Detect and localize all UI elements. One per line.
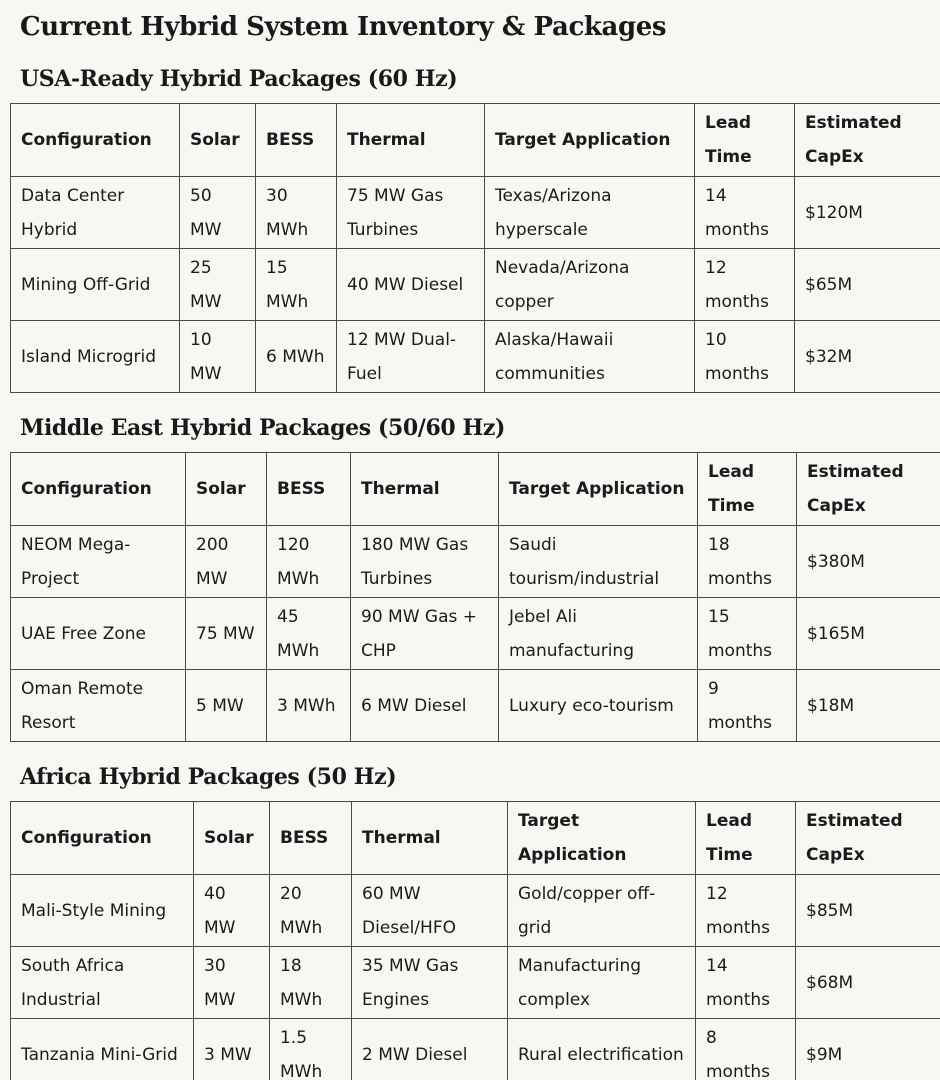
cell-target-application: Nevada/Arizona copper: [485, 249, 695, 321]
table-row: [11, 670, 940, 742]
col-header-thermal: Thermal: [351, 453, 499, 526]
cell-estimated-capex: $165M: [797, 598, 940, 670]
cell-configuration: UAE Free Zone: [11, 598, 186, 670]
cell-target-application: Jebel Ali manufacturing: [499, 598, 698, 670]
cell-solar: 50 MW: [180, 177, 256, 249]
usa-packages-table: [10, 103, 940, 393]
cell-bess: 30 MWh: [256, 177, 337, 249]
cell-target-application: Manufacturing complex: [508, 947, 696, 1019]
cell-estimated-capex: $85M: [796, 875, 940, 947]
cell-thermal: 2 MW Diesel: [352, 1019, 508, 1080]
cell-lead-time: 12 months: [695, 249, 795, 321]
cell-configuration: Oman Remote Resort: [11, 670, 186, 742]
cell-configuration: Data Center Hybrid: [11, 177, 180, 249]
col-header-configuration: Configuration: [11, 453, 186, 526]
cell-lead-time: 18 months: [698, 526, 797, 598]
col-header-target-application: Target Application: [499, 453, 698, 526]
col-header-solar: Solar: [180, 104, 256, 177]
col-header-configuration: Configuration: [11, 104, 180, 177]
cell-bess: 20 MWh: [270, 875, 352, 947]
table-row: [11, 526, 940, 598]
cell-configuration: NEOM Mega-Project: [11, 526, 186, 598]
cell-thermal: 60 MW Diesel/HFO: [352, 875, 508, 947]
cell-lead-time: 12 months: [696, 875, 796, 947]
table-header-row: [11, 802, 940, 875]
table-row: [11, 947, 940, 1019]
cell-target-application: Luxury eco-tourism: [499, 670, 698, 742]
cell-target-application: Saudi tourism/industrial: [499, 526, 698, 598]
cell-lead-time: 15 months: [698, 598, 797, 670]
cell-solar: 200 MW: [186, 526, 267, 598]
table-row: [11, 177, 940, 249]
cell-estimated-capex: $120M: [795, 177, 940, 249]
cell-bess: 120 MWh: [267, 526, 351, 598]
col-header-configuration: Configuration: [11, 802, 194, 875]
table-row: [11, 321, 940, 393]
col-header-estimated-capex: Estimated CapEx: [797, 453, 940, 526]
col-header-lead-time: Lead Time: [698, 453, 797, 526]
cell-configuration: Tanzania Mini-Grid: [11, 1019, 194, 1080]
cell-bess: 3 MWh: [267, 670, 351, 742]
cell-configuration: Mali-Style Mining: [11, 875, 194, 947]
table-row: [11, 1019, 940, 1080]
col-header-target-application: Target Application: [485, 104, 695, 177]
cell-solar: 75 MW: [186, 598, 267, 670]
cell-bess: 15 MWh: [256, 249, 337, 321]
cell-target-application: Alaska/Hawaii communities: [485, 321, 695, 393]
cell-solar: 3 MW: [194, 1019, 270, 1080]
africa-packages-table: [10, 801, 940, 1080]
cell-configuration: Mining Off-Grid: [11, 249, 180, 321]
cell-lead-time: 14 months: [696, 947, 796, 1019]
cell-lead-time: 14 months: [695, 177, 795, 249]
cell-configuration: Island Microgrid: [11, 321, 180, 393]
cell-solar: 30 MW: [194, 947, 270, 1019]
cell-solar: 5 MW: [186, 670, 267, 742]
col-header-solar: Solar: [186, 453, 267, 526]
cell-target-application: Texas/Arizona hyperscale: [485, 177, 695, 249]
cell-bess: 1.5 MWh: [270, 1019, 352, 1080]
table-row: [11, 249, 940, 321]
cell-thermal: 35 MW Gas Engines: [352, 947, 508, 1019]
cell-configuration: South Africa Industrial: [11, 947, 194, 1019]
col-header-lead-time: Lead Time: [696, 802, 796, 875]
col-header-bess: BESS: [256, 104, 337, 177]
col-header-thermal: Thermal: [337, 104, 485, 177]
col-header-estimated-capex: Estimated CapEx: [795, 104, 940, 177]
cell-thermal: 6 MW Diesel: [351, 670, 499, 742]
cell-estimated-capex: $65M: [795, 249, 940, 321]
col-header-target-application: Target Application: [508, 802, 696, 875]
cell-estimated-capex: $9M: [796, 1019, 940, 1080]
col-header-solar: Solar: [194, 802, 270, 875]
africa-section-heading: Africa Hybrid Packages (50 Hz): [20, 764, 397, 790]
cell-bess: 45 MWh: [267, 598, 351, 670]
cell-lead-time: 8 months: [696, 1019, 796, 1080]
cell-lead-time: 10 months: [695, 321, 795, 393]
cell-estimated-capex: $32M: [795, 321, 940, 393]
cell-thermal: 90 MW Gas + CHP: [351, 598, 499, 670]
cell-thermal: 40 MW Diesel: [337, 249, 485, 321]
cell-lead-time: 9 months: [698, 670, 797, 742]
cell-solar: 10 MW: [180, 321, 256, 393]
col-header-estimated-capex: Estimated CapEx: [796, 802, 940, 875]
cell-estimated-capex: $68M: [796, 947, 940, 1019]
col-header-lead-time: Lead Time: [695, 104, 795, 177]
col-header-bess: BESS: [270, 802, 352, 875]
table-row: [11, 598, 940, 670]
cell-thermal: 75 MW Gas Turbines: [337, 177, 485, 249]
cell-target-application: Rural electrification: [508, 1019, 696, 1080]
usa-section-heading: USA-Ready Hybrid Packages (60 Hz): [20, 66, 458, 92]
cell-solar: 40 MW: [194, 875, 270, 947]
cell-target-application: Gold/copper off-grid: [508, 875, 696, 947]
table-header-row: [11, 453, 940, 526]
cell-thermal: 180 MW Gas Turbines: [351, 526, 499, 598]
cell-bess: 6 MWh: [256, 321, 337, 393]
cell-estimated-capex: $380M: [797, 526, 940, 598]
table-header-row: [11, 104, 940, 177]
cell-bess: 18 MWh: [270, 947, 352, 1019]
page-title: Current Hybrid System Inventory & Packages: [20, 12, 667, 42]
col-header-bess: BESS: [267, 453, 351, 526]
table-row: [11, 875, 940, 947]
middle-east-packages-table: [10, 452, 940, 742]
cell-thermal: 12 MW Dual-Fuel: [337, 321, 485, 393]
cell-estimated-capex: $18M: [797, 670, 940, 742]
cell-solar: 25 MW: [180, 249, 256, 321]
middle-east-section-heading: Middle East Hybrid Packages (50/60 Hz): [20, 415, 506, 441]
col-header-thermal: Thermal: [352, 802, 508, 875]
